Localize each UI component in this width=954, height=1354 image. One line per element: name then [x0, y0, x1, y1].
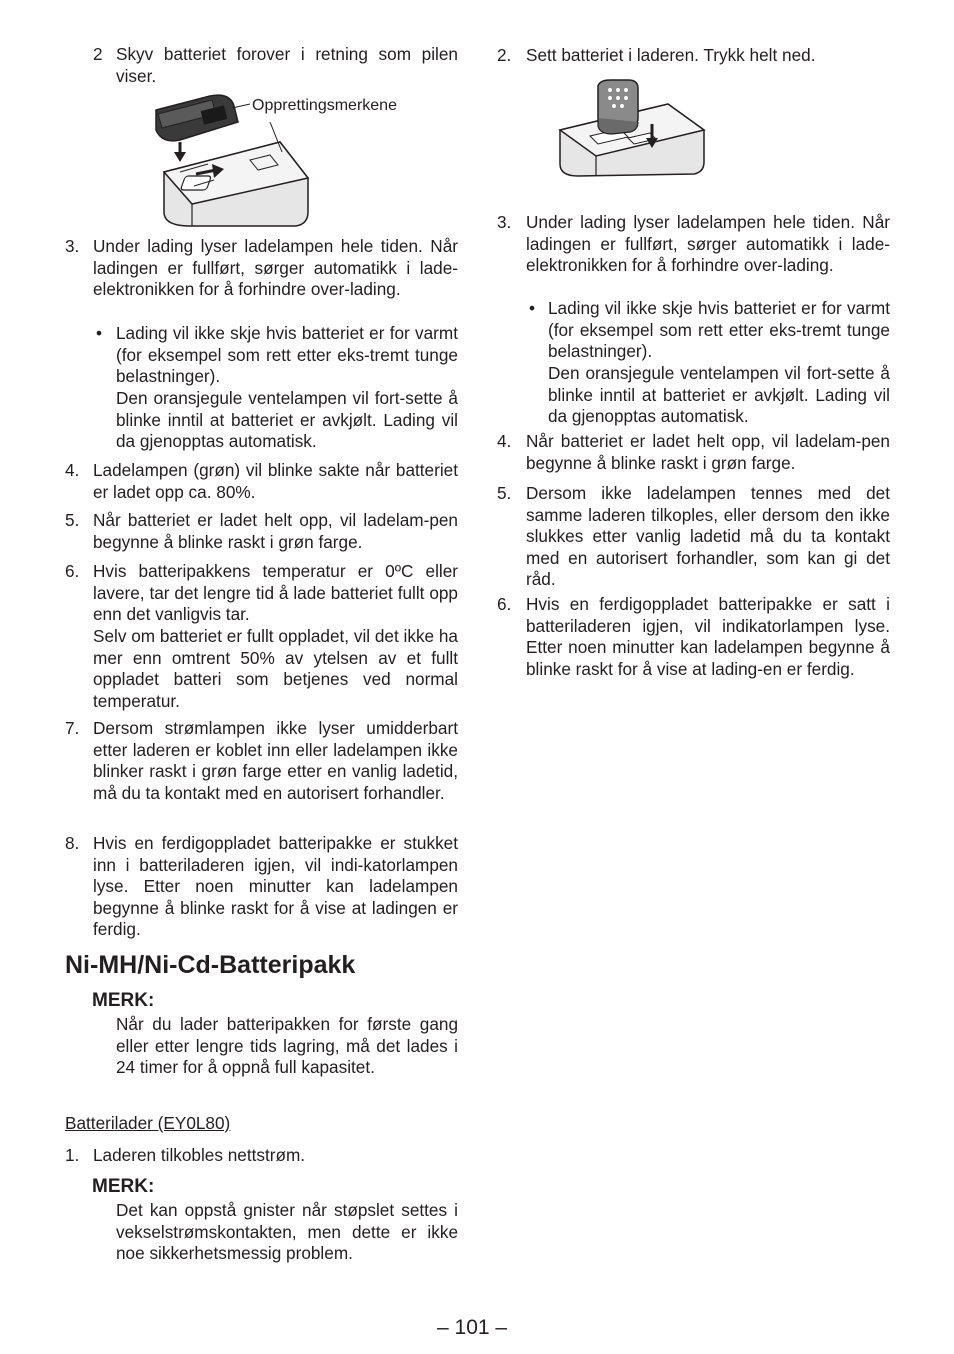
item-number: 8. — [65, 833, 80, 853]
item-text: Under lading lyser ladelampen hele tiden. Når ladingen er fullført, sørger automatikk i lade-elektronikken for å forhindre over-lading. — [93, 236, 458, 300]
item-text: Dersom ikke ladelampen tennes med det samme laderen tilkoples, eller dersom den ikke slukkes etter vanlig ladetid må du ta kontakt med en autorisert forhandler, som kan gi det råd. — [526, 483, 890, 590]
bullet: • — [529, 298, 536, 318]
item-number: 5. — [497, 483, 512, 503]
bullet-text-continued: Den oransjegule ventelampen vil fort-sette å blinke inntil at batteriet er avkjølt. Lading vil da gjenopptas automatisk. — [116, 388, 458, 452]
item-text: Skyv batteriet forover i retning som pilen viser. — [116, 44, 458, 86]
item-number: 4. — [65, 460, 80, 480]
item-text: Hvis batteripakkens temperatur er 0ºC eller lavere, tar det lengre tid å lade batteriet fullt opp enn det vanligvis tar. — [93, 561, 458, 625]
charger-press-illustration — [558, 78, 708, 178]
page-number: – 101 – — [437, 1316, 508, 1339]
item-number: 3. — [65, 236, 80, 256]
note-label: MERK: — [92, 990, 155, 1011]
item-text: Ladelampen (grøn) vil blinke sakte når batteriet er ladet opp ca. 80%. — [93, 460, 458, 502]
step-number: 1. — [65, 1145, 80, 1165]
figure-label-alignment-marks: Opprettingsmerkene — [252, 97, 397, 114]
item-text: Hvis en ferdigoppladet batteripakke er satt i batteriladeren igjen, vil indikatorlampen lyse. Etter noen minutter kan ladelampen begynne å blinke raskt for å vise at lading-en er ferdig. — [526, 594, 890, 679]
item-text: Sett batteriet i laderen. Trykk helt ned. — [526, 45, 816, 65]
item-number: 3. — [497, 212, 512, 232]
item-number: 2 — [93, 44, 103, 64]
item-text: Under lading lyser ladelampen hele tiden. Når ladingen er fullført, sørger automatikk i lade-elektronikken for å forhindre over-lading. — [526, 212, 890, 276]
item-number: 5. — [65, 510, 80, 530]
bullet-text: Lading vil ikke skje hvis batteriet er for varmt (for eksempel som rett etter eks-tremt tunge belastninger). — [548, 298, 890, 362]
item-text-continued: Selv om batteriet er fullt oppladet, vil det ikke ha mer enn omtrent 50% av ytelsen av et fullt oppladet batteri som betjenes ved normal temperatur. — [93, 626, 458, 711]
item-number: 7. — [65, 718, 80, 738]
note-text: Når du lader batteripakken for første gang eller etter lengre tids lagring, må det lades i 24 timer for å oppnå full kapasitet. — [116, 1014, 458, 1078]
bullet: • — [96, 323, 103, 343]
note-label: MERK: — [92, 1176, 155, 1197]
item-text: Dersom strømlampen ikke lyser umidderbart etter laderen er koblet inn eller ladelampen ikke blinker raskt i grøn farge etter en vanlig ladetid, må du ta kontakt med en autorisert forhandler. — [93, 718, 458, 803]
section-heading: Ni-MH/Ni-Cd-Batteripakk — [65, 951, 356, 979]
bullet-text: Lading vil ikke skje hvis batteriet er for varmt (for eksempel som rett etter eks-tremt tunge belastninger). — [116, 323, 458, 387]
bullet-text-continued: Den oransjegule ventelampen vil fort-sette å blinke inntil at batteriet er avkjølt. Lading vil da gjenopptas automatisk. — [548, 363, 890, 427]
step-text: Laderen tilkobles nettstrøm. — [93, 1145, 306, 1165]
item-number: 6. — [65, 561, 80, 581]
item-number: 4. — [497, 431, 512, 451]
subheading: Batterilader (EY0L80) — [65, 1113, 231, 1133]
item-number: 2. — [497, 45, 512, 65]
item-text: Når batteriet er ladet helt opp, vil ladelam-pen begynne å blinke raskt i grøn farge. — [93, 510, 458, 552]
item-number: 6. — [497, 594, 512, 614]
item-text: Hvis en ferdigoppladet batteripakke er stukket inn i batteriladeren igjen, vil indi-katorlampen lyse. Etter noen minutter kan ladelampen begynne å blinke raskt for å vise at ladingen er ferdig. — [93, 833, 458, 940]
item-text: Når batteriet er ladet helt opp, vil ladelam-pen begynne å blinke raskt i grøn farge. — [526, 431, 890, 473]
note-text: Det kan oppstå gnister når støpslet settes i vekselstrømskontakten, men dette er ikke noe sikkerhetsmessig problem. — [116, 1200, 458, 1264]
